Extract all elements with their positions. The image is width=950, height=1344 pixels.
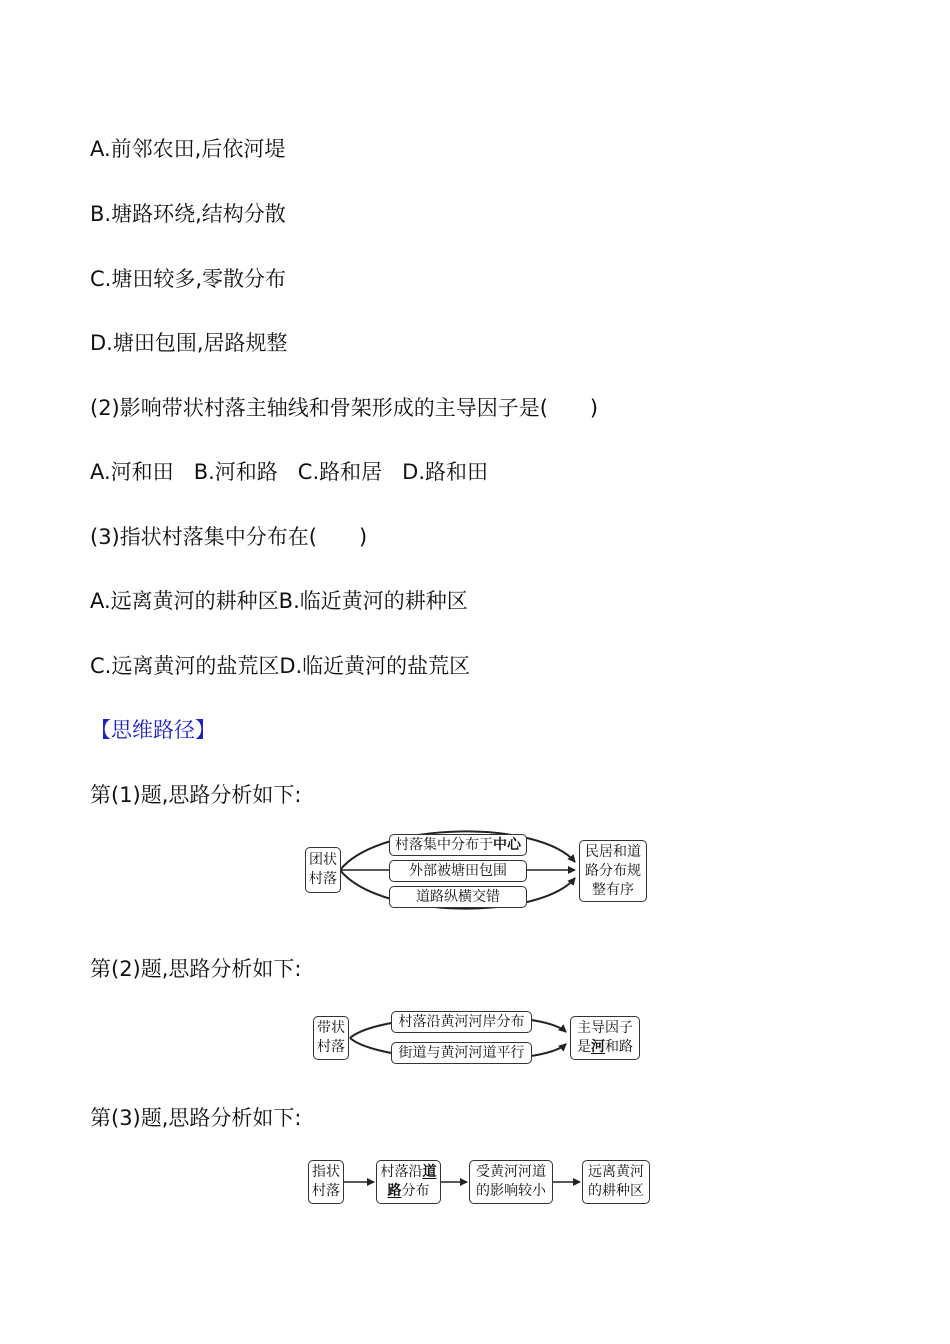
diagram2-result-prefix: 是	[577, 1039, 591, 1055]
diagram2-source-line2: 村落	[317, 1039, 345, 1055]
diagram2-result-line1: 主导因子	[577, 1020, 633, 1036]
diagram3-step1-line1: 指状	[312, 1164, 340, 1180]
diagram2-heading: 第(2)题,思路分析如下:	[90, 957, 302, 981]
diagram1-source-line2: 村落	[309, 871, 337, 887]
diagram2-result-key: 河	[591, 1039, 605, 1055]
q1-option-d: D.塘田包围,居路规整	[90, 331, 288, 355]
diagram3-step2-box	[376, 1160, 441, 1204]
diagram3-step3-line2: 的影响较小	[476, 1183, 546, 1199]
diagram1-branch1-text: 村落集中分布于	[395, 836, 493, 853]
q1-option-a: A.前邻农田,后依河堤	[90, 137, 286, 161]
q3-options-ab: A.远离黄河的耕种区B.临近黄河的耕种区	[90, 589, 468, 613]
q2-stem: (2)影响带状村落主轴线和骨架形成的主导因子是( )	[90, 396, 599, 420]
diagram3-step4-line1: 远离黄河	[588, 1164, 644, 1180]
diagram1-branch2-text: 外部被塘田包围	[409, 862, 507, 879]
diagram3-step2-suffix: 分布	[401, 1183, 430, 1199]
q3-stem: (3)指状村落集中分布在( )	[90, 525, 368, 549]
diagram1-result-line2: 路分布规	[585, 862, 641, 879]
diagram3-step1-box	[308, 1160, 344, 1204]
q1-option-c: C.塘田较多,零散分布	[90, 267, 287, 291]
diagram3-step4-box	[582, 1160, 650, 1204]
diagram2-result-suffix: 和路	[605, 1039, 633, 1055]
diagram1-source-line1: 团状	[309, 852, 337, 868]
diagram3-heading: 第(3)题,思路分析如下:	[90, 1106, 302, 1130]
diagram1-branch1-key: 中心	[493, 836, 521, 853]
diagram3-step2-text: 村落沿	[380, 1164, 423, 1180]
diagram3-step2-key2: 路	[387, 1183, 402, 1199]
diagram3-step3-line1: 受黄河河道	[476, 1164, 546, 1180]
q3-options-cd: C.远离黄河的盐荒区D.临近黄河的盐荒区	[90, 654, 471, 678]
diagram3-step4-line2: 的耕种区	[588, 1183, 644, 1199]
diagram3-step1-line2: 村落	[312, 1183, 340, 1199]
section-title: 【思维路径】	[90, 718, 216, 742]
diagram1-heading: 第(1)题,思路分析如下:	[90, 783, 302, 807]
diagram1-result-line1: 民居和道	[585, 843, 641, 860]
diagram3-step2-key1: 道	[422, 1164, 437, 1180]
diagram2-branch2-text: 街道与黄河河道平行	[398, 1044, 525, 1061]
diagram1-branch3-text: 道路纵横交错	[416, 888, 500, 905]
q1-option-b: B.塘路环绕,结构分散	[90, 202, 286, 226]
q2-options: A.河和田 B.河和路 C.路和居 D.路和田	[90, 460, 489, 484]
diagram2-source-line1: 带状	[317, 1020, 345, 1036]
diagram3-step3-box	[469, 1160, 553, 1204]
diagram1-result-line3: 整有序	[592, 881, 634, 898]
diagram2-branch1-text: 村落沿黄河河岸分布	[398, 1013, 525, 1030]
